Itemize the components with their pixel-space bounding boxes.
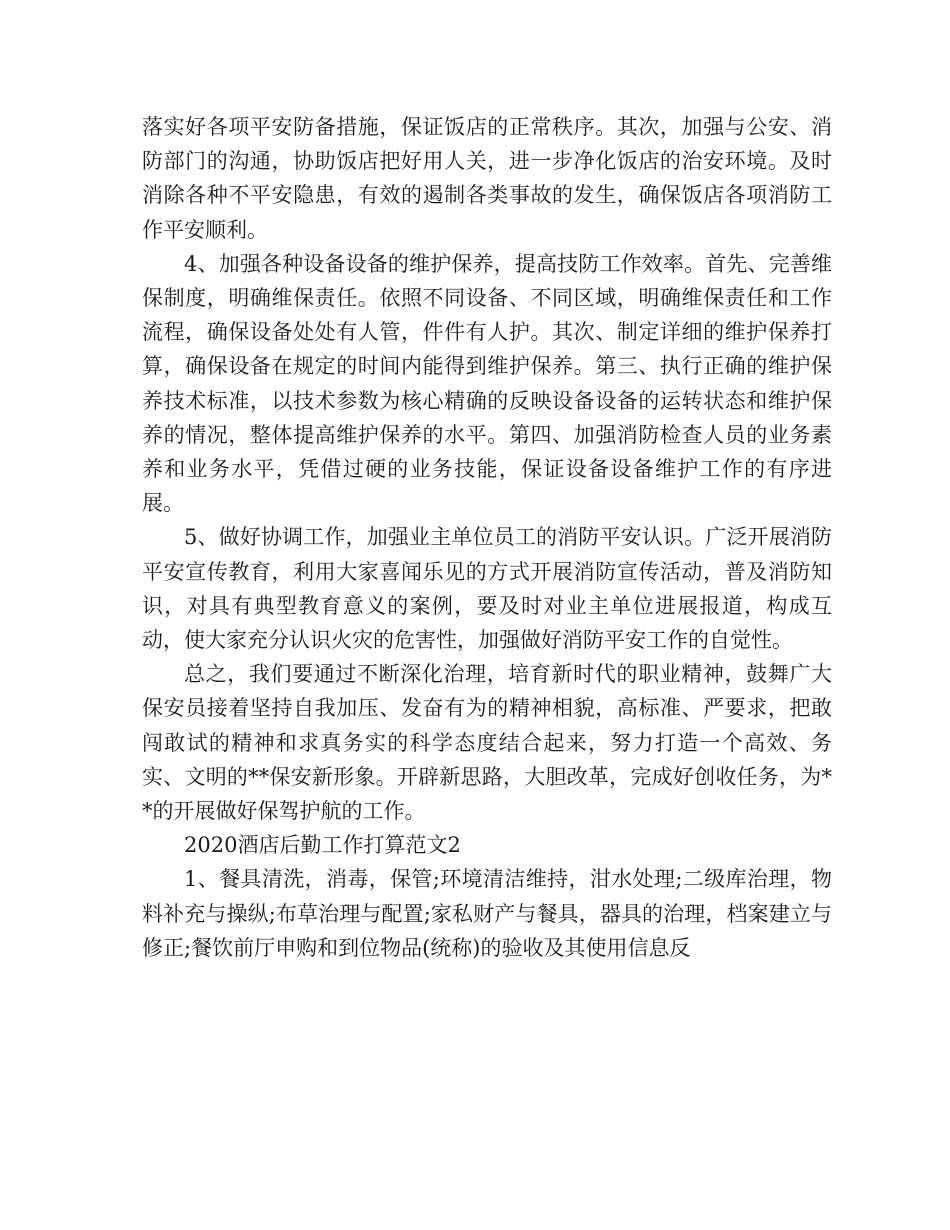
paragraph-item-4: 4、加强各种设备设备的维护保养，提高技防工作效率。首先、完善维保制度，明确维保责任。依照不同设备、不同区域，明确维保责任和工作流程，确保设备处处有人管，件件有人护。其次、制定详细的维护保养打算，确保设备在规定的时间内能得到维护保养。第三、执行正确的维护保养技术标准，以技术参数为核心精确的反映设备设备的运转状态和维护保养的情况，整体提高维护保养的水平。第四、加强消防检查人员的业务素养和业务水平，凭借过硬的业务技能，保证设备设备维护工作的有序进展。 xyxy=(142,251,832,516)
section-heading: 2020酒店后勤工作打算范文2 xyxy=(184,833,461,858)
paragraph-item-5: 5、做好协调工作，加强业主单位员工的消防平安认识。广泛开展消防平安宣传教育，利用大家喜闻乐见的方式开展消防宣传活动，普及消防知识，对具有典型教育意义的案例，要及时对业主单位进展报道，构成互动，使大家充分认识火灾的危害性，加强做好消防平安工作的自觉性。 xyxy=(142,525,832,653)
paragraph-item-1: 1、餐具清洗，消毒，保管;环境清洁维持，泔水处理;二级库治理，物料补充与操纵;布草治理与配置;家私财产与餐具，器具的治理，档案建立与修正;餐饮前厅申购和到位物品(统称)的验收及其使用信息反 xyxy=(142,867,832,960)
paragraph-continuation: 落实好各项平安防备措施，保证饭店的正常秩序。其次，加强与公安、消防部门的沟通，协助饭店把好用人关，进一步净化饭店的治安环境。及时消除各种不平安隐患，有效的遏制各类事故的发生，确保饭店各项消防工作平安顺利。 xyxy=(142,115,832,242)
document-body xyxy=(142,110,832,965)
paragraph-summary: 总之，我们要通过不断深化治理，培育新时代的职业精神，鼓舞广大保安员接着坚持自我加压、发奋有为的精神相貌，高标准、严要求，把敢闯敢试的精神和求真务实的科学态度结合起来，努力打造一个高效、务实、文明的**保安新形象。开辟新思路，大胆改革，完成好创收任务，为**的开展做好保驾护航的工作。 xyxy=(142,662,832,824)
